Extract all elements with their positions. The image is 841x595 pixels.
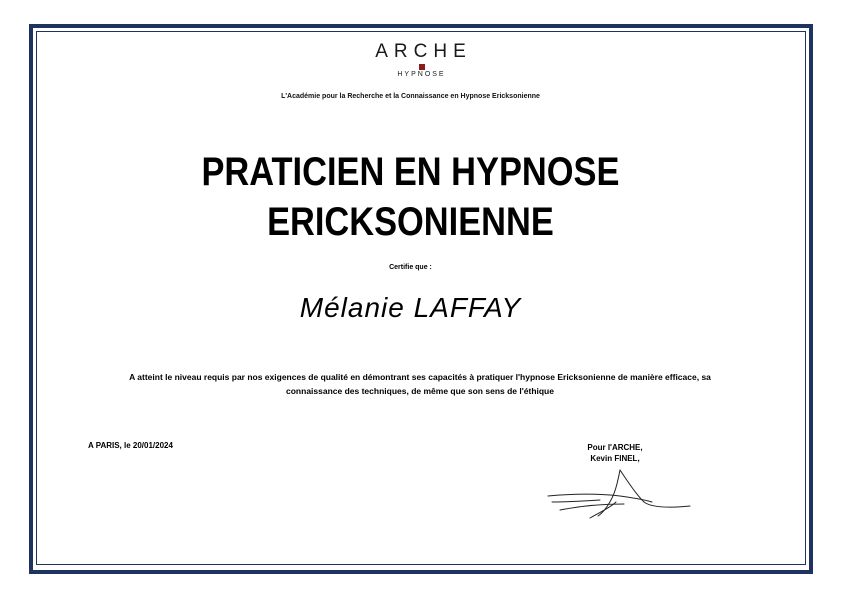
statement-line-1: A atteint le niveau requis par nos exigences de qualité en démontrant ses capacités à pratiquer l'hypnose Ericksonienne de manière efficace, sa	[129, 372, 711, 382]
signatory	[560, 442, 670, 464]
certifie-label: Certifie que :	[389, 264, 432, 271]
recipient-name: Mélanie LAFFAY	[299, 292, 522, 323]
certificate-statement	[60, 370, 780, 398]
certificate-title	[57, 147, 763, 247]
logo-subtitle: HYPNOSE	[397, 71, 446, 78]
place-and-date: A PARIS, le 20/01/2024	[88, 441, 173, 450]
handwritten-signature-icon	[540, 466, 700, 526]
signatory-line-1: Pour l'ARCHE,	[587, 443, 643, 452]
academy-name: L'Académie pour la Recherche et la Connaissance en Hypnose Ericksonienne	[281, 93, 540, 100]
statement-line-2: connaissance des techniques, de même que son sens de l'éthique	[286, 386, 554, 396]
logo-word: ARCHE	[375, 41, 472, 62]
title-line-2: ERICKSONIENNE	[267, 200, 554, 244]
logo-square-icon	[419, 64, 425, 70]
signatory-line-2: Kevin FINEL,	[590, 454, 640, 463]
title-line-1: PRATICIEN EN HYPNOSE	[201, 150, 620, 194]
arche-logo	[0, 41, 841, 78]
